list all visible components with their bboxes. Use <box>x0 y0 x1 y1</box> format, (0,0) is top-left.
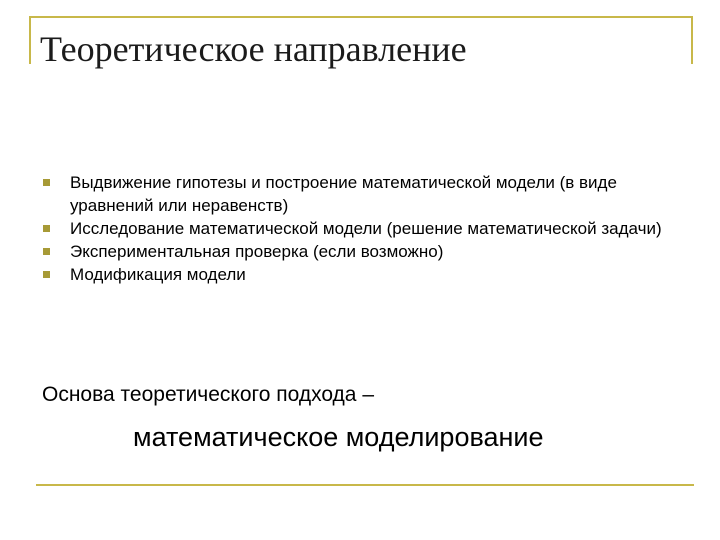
bullet-text: Модификация модели <box>70 265 246 284</box>
bullet-item <box>42 217 682 240</box>
bullet-text: Исследование математической модели (решение математической задачи) <box>70 219 662 238</box>
bullet-item <box>42 263 682 286</box>
frame-bottom-border <box>36 484 694 486</box>
bullet-item <box>42 240 682 263</box>
frame-right-border <box>691 16 693 64</box>
bullet-text: Выдвижение гипотезы и построение математической модели (в виде уравнений или неравенств) <box>70 173 617 215</box>
slide-title: Теоретическое направление <box>40 29 467 69</box>
conclusion-lead: Основа теоретического подхода – <box>42 383 375 406</box>
square-bullet-icon <box>43 179 50 186</box>
square-bullet-icon <box>43 225 50 232</box>
bullet-text: Экспериментальная проверка (если возможно) <box>70 242 444 261</box>
frame-left-border <box>29 16 31 64</box>
square-bullet-icon <box>43 248 50 255</box>
square-bullet-icon <box>43 271 50 278</box>
conclusion-emphasis: математическое моделирование <box>133 422 544 452</box>
bullet-item <box>42 171 682 217</box>
frame-top-border <box>29 16 693 18</box>
bullet-list <box>42 171 682 286</box>
